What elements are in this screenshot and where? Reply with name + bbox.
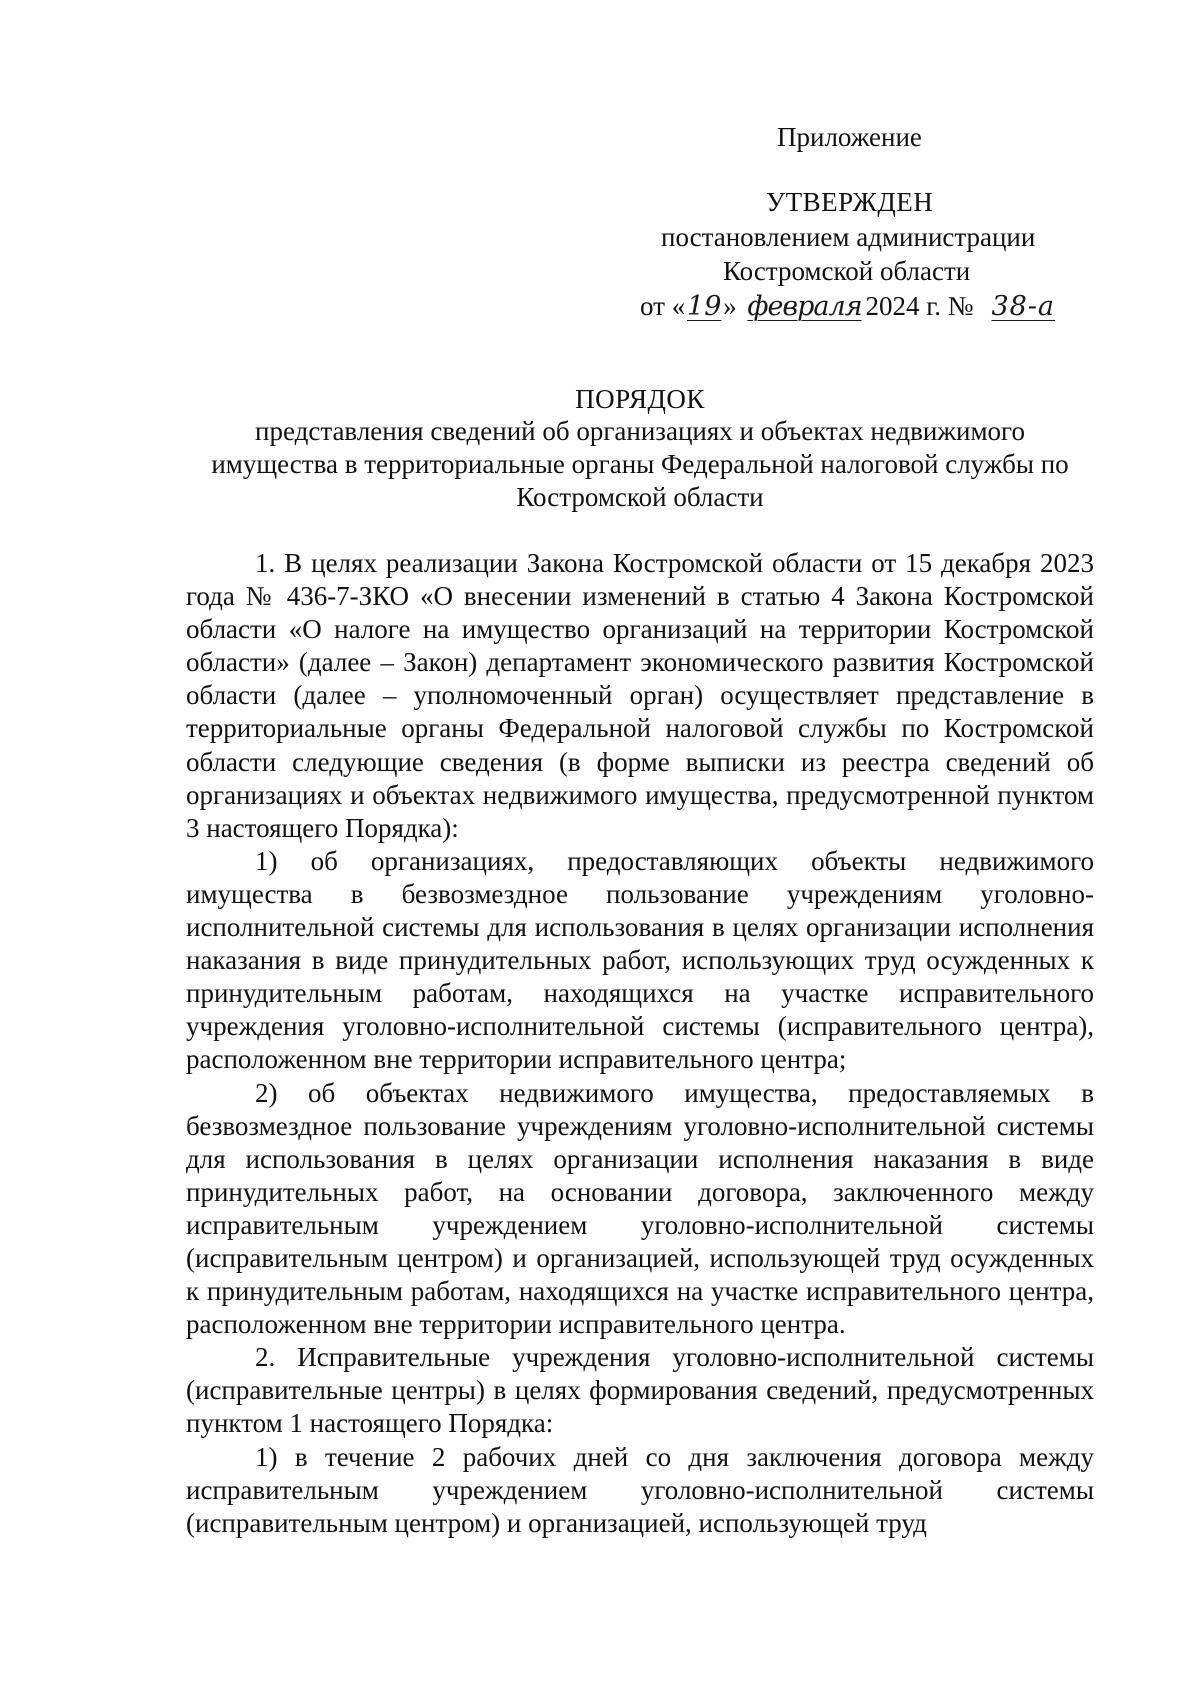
handwritten-month: февраля xyxy=(747,291,862,322)
document-body xyxy=(186,547,1094,1540)
approved-by-line-1: постановлением администрации xyxy=(661,222,1036,252)
paragraph-2: 2. Исправительные учреждения уголовно-исполнительной системы (исправительные центры) в целях формирования сведений, предусмотренных пунктом 1 настоящего Порядка: xyxy=(186,1342,1094,1439)
paragraph-1: 1. В целях реализации Закона Костромской области от 15 декабря 2023 года № 436-7-ЗКО «О внесении изменений в статью 4 Закона Костромской области «О налоге на имущество организаций на территории Костромской области» (далее – Закон) департамент экономического развития Костромской области (далее – уполномоченный орган) осуществляет представление в территориальные органы Федеральной налоговой службы по Костромской области следующие сведения (в форме выписки из реестра сведений об организациях и объектах недвижимого имущества, предусмотренной пунктом 3 настоящего Порядка): xyxy=(186,548,1094,843)
paragraph-1-item-1: 1) об организациях, предоставляющих объекты недвижимого имущества в безвозмездное пользование учреждениям уголовно-исполнительной системы для использования в целях организации исполнения наказания в виде принудительных работ, использующих труд осужденных к принудительным работам, находящихся на участке исправительного учреждения уголовно-исполнительной системы (исправительного центра), расположенном вне территории исправительного центра; xyxy=(186,845,1094,1075)
document-title: ПОРЯДОК xyxy=(575,384,705,414)
appendix-label: Приложение xyxy=(777,122,922,152)
handwritten-day: 19 xyxy=(687,291,722,322)
date-year: 2024 г. № xyxy=(865,291,974,321)
handwritten-doc-number: 38-а xyxy=(991,291,1056,322)
date-prefix: от « xyxy=(640,291,686,321)
approved-by-line-2: Костромской области xyxy=(723,256,971,286)
approval-date-line xyxy=(640,290,1066,323)
approved-heading: УТВЕРЖДЕН xyxy=(766,187,934,217)
date-mid: » xyxy=(723,291,737,321)
paragraph-2-item-1: 1) в течение 2 рабочих дней со дня заключения договора между исправительным учреждением уголовно-исполнительной системы (исправительным центром) и организацией, использующей труд xyxy=(186,1441,1094,1538)
document-subtitle: представления сведений об организациях и объектах недвижимого имущества в территориальные органы Федеральной налоговой службы по Костромской области xyxy=(211,416,1069,512)
paragraph-1-item-2: 2) об объектах недвижимого имущества, предоставляемых в безвозмездное пользование учреждениям уголовно-исполнительной системы для использования в целях организации исполнения наказания в виде принудительных работ, на основании договора, заключенного между исправительным учреждением уголовно-исполнительной системы (исправительным центром) и организацией, использующей труд осужденных к принудительным работам, находящихся на участке исправительного центра, расположенном вне территории исправительного центра. xyxy=(186,1077,1094,1340)
